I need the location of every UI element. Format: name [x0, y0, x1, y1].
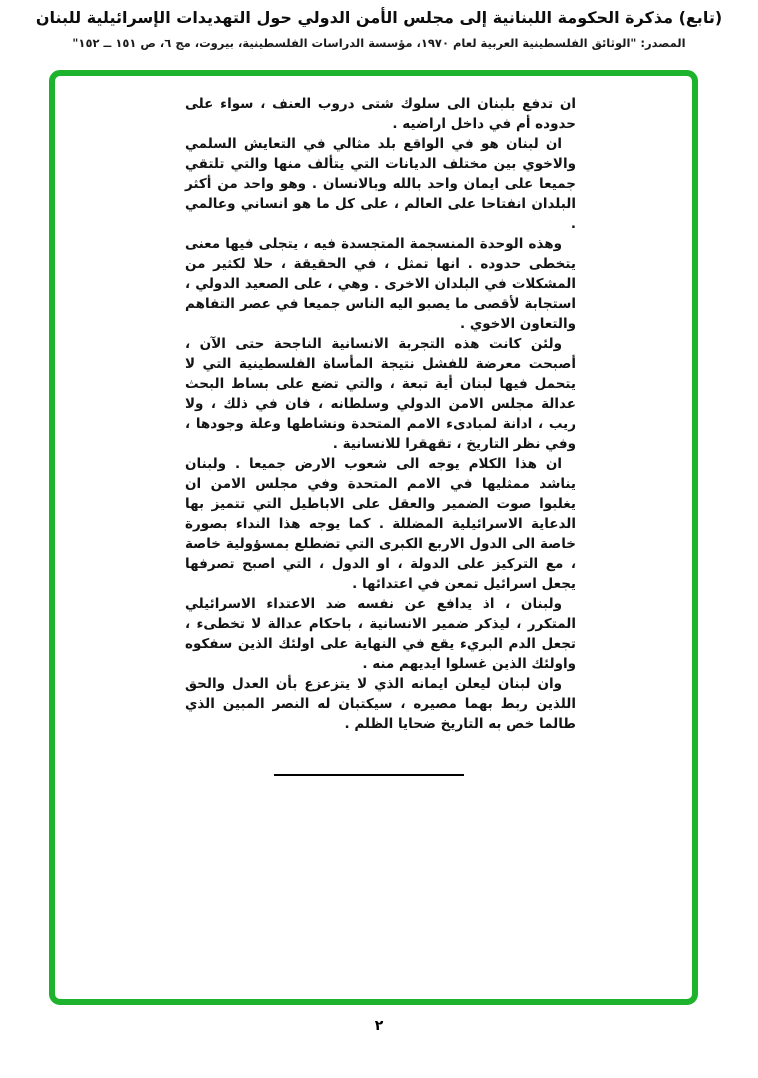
document-body [185, 94, 576, 734]
section-divider [274, 774, 464, 776]
paragraph: ولئن كانت هذه التجربة الانسانية الناجحة حتى الآن ، أصبحت معرضة للفشل نتيجة المأساة الفلسطينية التي لا يتحمل فيها لبنان أية تبعة ، والتي تضع على بساط البحث عدالة مجلس الامن الدولي وسلطانه ، فان في ذلك ، ولا ريب ، ادانة لمبادىء الامم المتحدة ونشاطها وعلة وجودها ، وفي نظر التاريخ ، تقهقرا للانسانية . [185, 336, 576, 452]
paragraph: وان لبنان ليعلن ايمانه الذي لا يتزعزع بأن العدل والحق اللذين ربط بهما مصيره ، سيكتبان له النصر المبين الذي طالما خص به التاريخ ضحايا الظلم . [185, 676, 576, 732]
paragraph: ولبنان ، اذ يدافع عن نفسه ضد الاعتداء الاسرائيلي المتكرر ، ليذكر ضمير الانسانية ، باحكام عدالة لا تخطىء ، تجعل الدم البريء يقع في النهاية على اولئك الذين سفكوه واولئك الذين غسلوا ايديهم منه . [185, 596, 576, 672]
paragraph: ان تدفع بلبنان الى سلوك شتى دروب العنف ، سواء على حدوده أم في داخل اراضيه . [185, 96, 576, 132]
page-number: ٢ [374, 1018, 384, 1034]
paragraph: وهذه الوحدة المنسجمة المتجسدة فيه ، يتجلى فيها معنى يتخطى حدوده . انها تمثل ، في الحقيقة ، حلا لكثير من المشكلات في البلدان الاخرى . وهي ، على الصعيد الدولي ، استجابة لأقصى ما يصبو اليه الناس جميعا في عصر التفاهم والتعاون الاخوي . [185, 236, 576, 332]
paragraph: ان هذا الكلام يوجه الى شعوب الارض جميعا . ولبنان يناشد ممثليها في الامم المتحدة وفي مجلس الامن ان يغلبوا صوت الضمير والعقل على الاباطيل التي تتميز بها الدعاية الاسرائيلية المضللة . كما يوجه هذا النداء بصورة خاصة الى الدول الاربع الكبرى التي تضطلع بمسؤولية خاصة ، مع التركيز على الدولة ، او الدول ، التي اصبح تصرفها يجعل اسرائيل تمعن في اعتدائها . [185, 456, 576, 592]
paragraph: ان لبنان هو في الواقع بلد مثالي في التعايش السلمي والاخوي بين مختلف الديانات التي يتألف منها والتي تلتقي جميعا على ايمان واحد بالله وبالانسان . وهو واحد من أكثر البلدان انفتاحا على العالم ، على كل ما هو انساني وعالمي . [185, 136, 576, 232]
page-title: (تابع) مذكرة الحكومة اللبنانية إلى مجلس الأمن الدولي حول التهديدات الإسرائيلية للبنان [35, 8, 723, 27]
source-citation-line: المصدر: "الوثائق الفلسطينية العربية لعام ١٩٧٠، مؤسسة الدراسات الفلسطينية، بيروت، مج ٦، ص ١٥١ ــ ١٥٢" [72, 36, 686, 50]
